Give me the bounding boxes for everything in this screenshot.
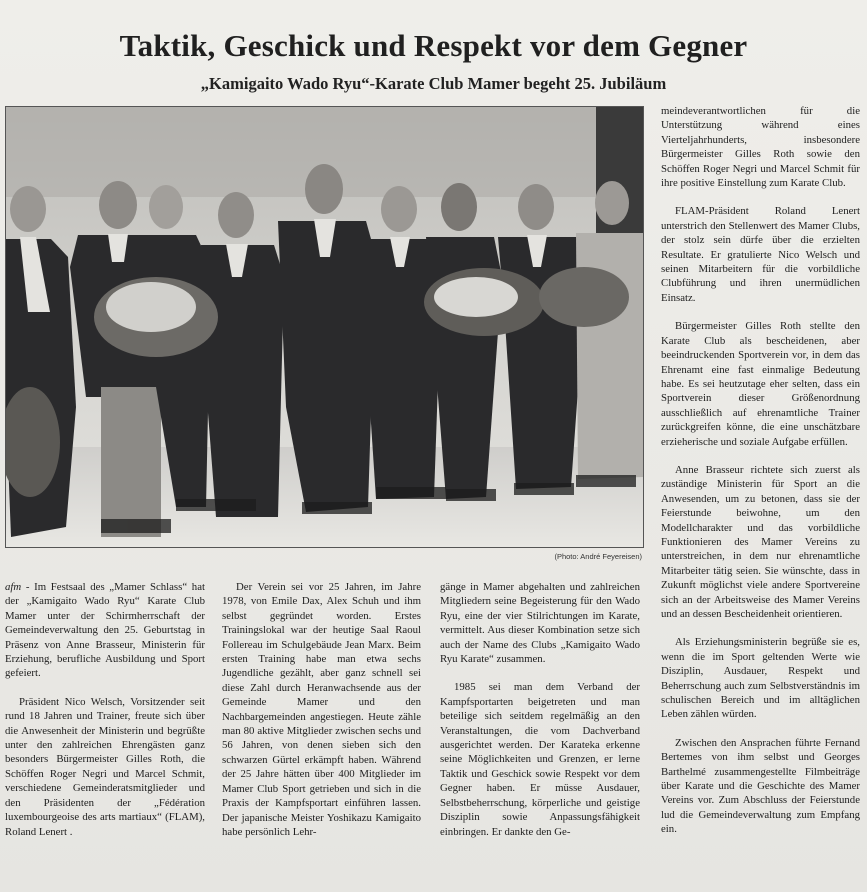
paragraph: Zwischen den Ansprachen führte Fernand Bertemes von ihm selbst und Georges Barthelmé zusammengestellte Filmbeiträge über Karate und die Geschichte des Mamer Vereins vor. Zum Abschluss der Feierstunde lud die Gemeindeverwaltung zum Empfang ein. [661,736,860,836]
paragraph: 1985 sei man dem Verband der Kampfsportarten beigetreten und man beteilige sich seitdem regelmäßig an den Veranstaltungen, die vom Dachverband ausgerichtet werden. Der Karateka erkenne seine Möglichkeiten und Grenzen, er lerne Taktik und Geschick sowie Respekt vor dem Gegner haben. Er müsse Ausdauer, Selbstbeherrschung, körperliche und geistige Disziplin sowie Anpassungsfähigkeit einbringen. Er dankte den Ge- [440,681,640,838]
lead-paragraph [5,580,205,681]
paragraph: gänge in Mamer abgehalten und zahlreichen Mitgliedern seine Begeisterung für den Wado Ryu, eine der vier Stilrichtungen im Karate, vermittelt. Aus dieser Kombination setze sich auch der Name des Clubs „Kamigaito Wado Ryu Karate“ zusammen. [440,581,640,666]
lead-text: - Im Festsaal des „Mamer Schlass“ hat der „Kamigaito Wado Ryu“ Karate Club Mamer unter der Schirmherrschaft der Gemeindeverwaltung den 25. Geburtstag in Präsenz von Anne Brasseur, Ministerin für Erziehung, berufliche Ausbildung und Sport gefeiert. [5,581,205,680]
byline: afm [5,581,22,593]
paragraph: Als Erziehungsministerin begrüße sie es, wenn die im Sport geltenden Werte wie Disziplin, Ausdauer, Respekt und Beherrschung auch zum Selbstverständnis im schulischen Bereich und im alltäglichen Leben zählen würden. [661,636,860,721]
article-column-1 [5,580,205,839]
paragraph: Anne Brasseur richtete sich zuerst als zuständige Ministerin für Sport an die Anwesenden, um zu betonen, dass sie der Feierstunde beiwohne, um den Modellcharakter und das vorbildliche Funktionieren des Mamer Vereins zu unterstreichen, in dem nur ehrenamtliche Mitarbeiter tätig seien. Sie wünschte, dass in Zukunft möglichst viele andere Sportvereine sich an der Arbeitsweise des Mamer Vereins und an dessen Bescheidenheit orientieren. [661,463,860,620]
group-photo [5,106,644,548]
paragraph: Präsident Nico Welsch, Vorsitzender seit rund 18 Jahren und Trainer, freute sich über die Anwesenheit der Ministerin und begrüßte unter den zahlreichen Ehrengästen ganz besonders Bürgermeister Gilles Roth, die Schöffen Roger Negri und Marcel Schmit, verschiedene Gemeinderatsmitglieder und den Präsidenten der „Fédération luxembourgeoise des arts martiaux“ (FLAM), Roland Lenert . [5,695,205,838]
paragraph: FLAM-Präsident Roland Lenert unterstrich den Stellenwert des Mamer Clubs, der stolz sein dürfe über die erzielten Resultate. Er gratulierte Nico Welsch und seinen Mitarbeitern für die vorbildliche Clubführung und ihren unermüdlichen Einsatz. [661,205,860,304]
article-column-right [661,104,860,837]
paragraph: meindeverantwortlichen für die Unterstützung während eines Vierteljahrhunderts, insbesondere Bürgermeister Gilles Roth sowie den Schöffen Roger Negri und Marcel Schmit für ihre positive Einstellung zum Karate Club. [661,105,860,190]
article-headline: Taktik, Geschick und Respekt vor dem Gegner [119,28,748,63]
article-column-2 [222,580,421,839]
article-subheadline: „Kamigaito Wado Ryu“-Karate Club Mamer begeht 25. Jubiläum [200,74,667,93]
article-column-3 [440,580,640,839]
paragraph: Der Verein sei vor 25 Jahren, im Jahre 1978, von Emile Dax, Alex Schuh und ihm selbst gegründet worden. Erstes Trainingslokal war der heutige Saal Raoul Follereau im Schulgebäude Jean Marx. Beim ersten Training habe man etwa sechs Jugendliche gezählt, aber ganz schnell sei diese Zahl durch Heranwachsende aus der Gemeinde Mamer und den Nachbargemeinden angestiegen. Heute zähle man 80 aktive Mitglieder zwischen sechs und 56 Jahren, von denen sieben sich den schwarzen Gürtel erkämpft haben. Während der 25 Jahre hätten über 400 Mitglieder im Mamer Club Sport getrieben und sich in die Praxis der Kampfsportart einführen lassen. Der japanische Meister Yoshikazu Kamigaito habe persönlich Lehr- [222,581,421,838]
paragraph: Bürgermeister Gilles Roth stellte den Karate Club als bescheidenen, aber beeindruckenden Sportverein vor, in dem das Ehrenamt eine fast einmalige Bedeutung habe. Es sei heutzutage eher selten, dass ein Sportverein dieser Größenordnung ausschließlich auf ehrenamtliche Trainer zurückgreifen könne, die eine unschätzbare erzieherische und soziale Aufgabe erfüllen. [661,320,860,448]
photo-credit: (Photo: André Feyereisen) [554,552,642,561]
